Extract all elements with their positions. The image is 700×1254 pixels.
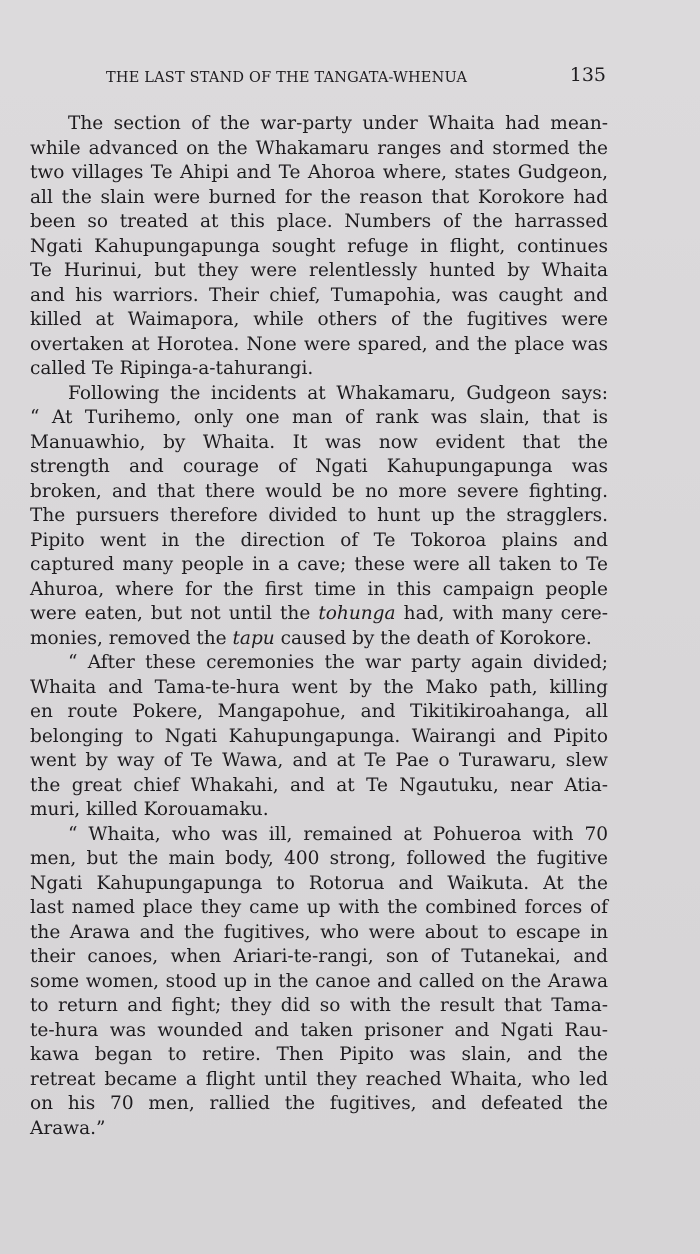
text-line — [30, 455, 608, 480]
text-run: called Te Ripinga-a-tahurangi. — [30, 358, 314, 379]
text-line — [30, 676, 608, 701]
text-line — [30, 382, 608, 407]
text-line — [30, 774, 608, 799]
text-run: the great chief Whakahi, and at Te Ngautuku, near Atia- — [30, 774, 608, 796]
page-number: 135 — [569, 64, 606, 86]
text-run: broken, and that there would be no more severe fighting. — [30, 480, 608, 502]
text-line — [30, 651, 608, 676]
text-run: overtaken at Horotea. None were spared, and the place was — [30, 333, 608, 355]
text-line — [30, 161, 608, 186]
text-line — [30, 112, 608, 137]
text-run: The section of the war-party under Whaita had mean- — [68, 113, 608, 134]
text-line — [30, 994, 608, 1019]
text-run: their canoes, when Ariari-te-rangi, son of Tutanekai, and — [30, 946, 608, 967]
text-run: en route Pokere, Mangapohue, and Tikitikiroahanga, all — [30, 701, 608, 722]
text-line — [30, 406, 608, 431]
text-line — [30, 602, 608, 627]
text-run: “ At Turihemo, only one man of rank was slain, that is — [30, 407, 608, 428]
text-run: te-hura was wounded and taken prisoner and Ngati Rau- — [30, 1019, 608, 1041]
text-line — [30, 529, 608, 554]
text-run: retreat became a flight until they reached Whaita, who led — [30, 1068, 608, 1090]
text-run: to return and fight; they did so with the result that Tama- — [30, 995, 608, 1016]
text-run: Te Hurinui, but they were relentlessly hunted by Whaita — [30, 260, 608, 281]
text-run: the Arawa and the fugitives, who were about to escape in — [30, 921, 608, 943]
text-line — [30, 1092, 608, 1117]
text-line — [30, 896, 608, 921]
text-run: all the slain were burned for the reason that Korokore had — [30, 186, 608, 208]
running-head: THE LAST STAND OF THE TANGATA-WHENUA — [106, 70, 468, 86]
text-run: Following the incidents at Whakamaru, Gudgeon says: — [68, 382, 608, 404]
text-line — [30, 725, 608, 750]
text-line — [30, 1117, 608, 1142]
text-run: while advanced on the Whakamaru ranges and stormed the — [30, 137, 608, 159]
text-run: “ After these ceremonies the war party again divided; — [68, 652, 608, 673]
text-run: were eaten, but not until the — [30, 603, 319, 624]
text-line — [30, 235, 608, 260]
text-line — [30, 431, 608, 456]
text-line — [30, 921, 608, 946]
text-run: The pursuers therefore divided to hunt up the stragglers. — [30, 505, 608, 526]
text-line — [30, 1068, 608, 1093]
text-run: some women, stood up in the canoe and called on the Arawa — [30, 970, 608, 992]
text-line — [30, 872, 608, 897]
text-line — [30, 186, 608, 211]
italic-term: tapu — [232, 627, 275, 649]
text-run: belonging to Ngati Kahupungapunga. Wairangi and Pipito — [30, 725, 608, 747]
text-run: killed at Waimapora, while others of the fugitives were — [30, 309, 608, 330]
text-line — [30, 137, 608, 162]
text-run: last named place they came up with the combined forces of — [30, 897, 608, 918]
text-line — [30, 945, 608, 970]
text-run: Ngati Kahupungapunga sought refuge in flight, continues — [30, 235, 608, 257]
text-line — [30, 823, 608, 848]
text-line — [30, 970, 608, 995]
text-run: captured many people in a cave; these were all taken to Te — [30, 554, 608, 575]
text-run: Pipito went in the direction of Te Tokoroa plains and — [30, 529, 608, 551]
paragraph — [30, 382, 608, 652]
text-line — [30, 308, 608, 333]
text-run: men, but the main body, 400 strong, followed the fugitive — [30, 848, 608, 869]
text-run: strength and courage of Ngati Kahupungapunga was — [30, 456, 608, 477]
text-line — [30, 1043, 608, 1068]
text-run: on his 70 men, rallied the fugitives, and defeated the — [30, 1093, 608, 1114]
text-line — [30, 333, 608, 358]
paragraph — [30, 112, 608, 382]
text-line — [30, 749, 608, 774]
text-line — [30, 357, 608, 382]
text-run: Ahuroa, where for the first time in this campaign people — [30, 578, 608, 600]
text-run: Whaita and Tama-te-hura went by the Mako path, killing — [30, 676, 608, 698]
page-header — [106, 62, 606, 92]
text-run: and his warriors. Their chief, Tumapohia, was caught and — [30, 284, 608, 306]
text-run: Manuawhio, by Whaita. It was now evident that the — [30, 431, 608, 453]
text-line — [30, 259, 608, 284]
text-run: caused by the death of Korokore. — [274, 627, 592, 649]
text-line — [30, 284, 608, 309]
italic-term: tohunga — [318, 603, 396, 624]
text-line — [30, 210, 608, 235]
text-run: monies, removed the — [30, 627, 233, 649]
text-line — [30, 504, 608, 529]
text-line — [30, 627, 608, 652]
text-run: Ngati Kahupungapunga to Rotorua and Waikuta. At the — [30, 872, 608, 894]
text-run: went by way of Te Wawa, and at Te Pae o Turawaru, slew — [30, 750, 608, 771]
text-line — [30, 480, 608, 505]
text-run: been so treated at this place. Numbers of the harrassed — [30, 211, 608, 232]
text-run: “ Whaita, who was ill, remained at Pohueroa with 70 — [68, 823, 608, 845]
paragraph — [30, 823, 608, 1142]
text-line — [30, 798, 608, 823]
text-run: muri, killed Korouamaku. — [30, 799, 269, 820]
text-run: had, with many cere- — [395, 603, 608, 624]
text-run: kawa began to retire. Then Pipito was slain, and the — [30, 1044, 608, 1065]
text-run: two villages Te Ahipi and Te Ahoroa where, states Gudgeon, — [30, 162, 608, 183]
text-run: Arawa.” — [30, 1117, 106, 1139]
text-line — [30, 578, 608, 603]
text-line — [30, 553, 608, 578]
text-line — [30, 847, 608, 872]
text-line — [30, 700, 608, 725]
text-line — [30, 1019, 608, 1044]
paragraph — [30, 651, 608, 823]
body-text — [30, 112, 608, 1141]
